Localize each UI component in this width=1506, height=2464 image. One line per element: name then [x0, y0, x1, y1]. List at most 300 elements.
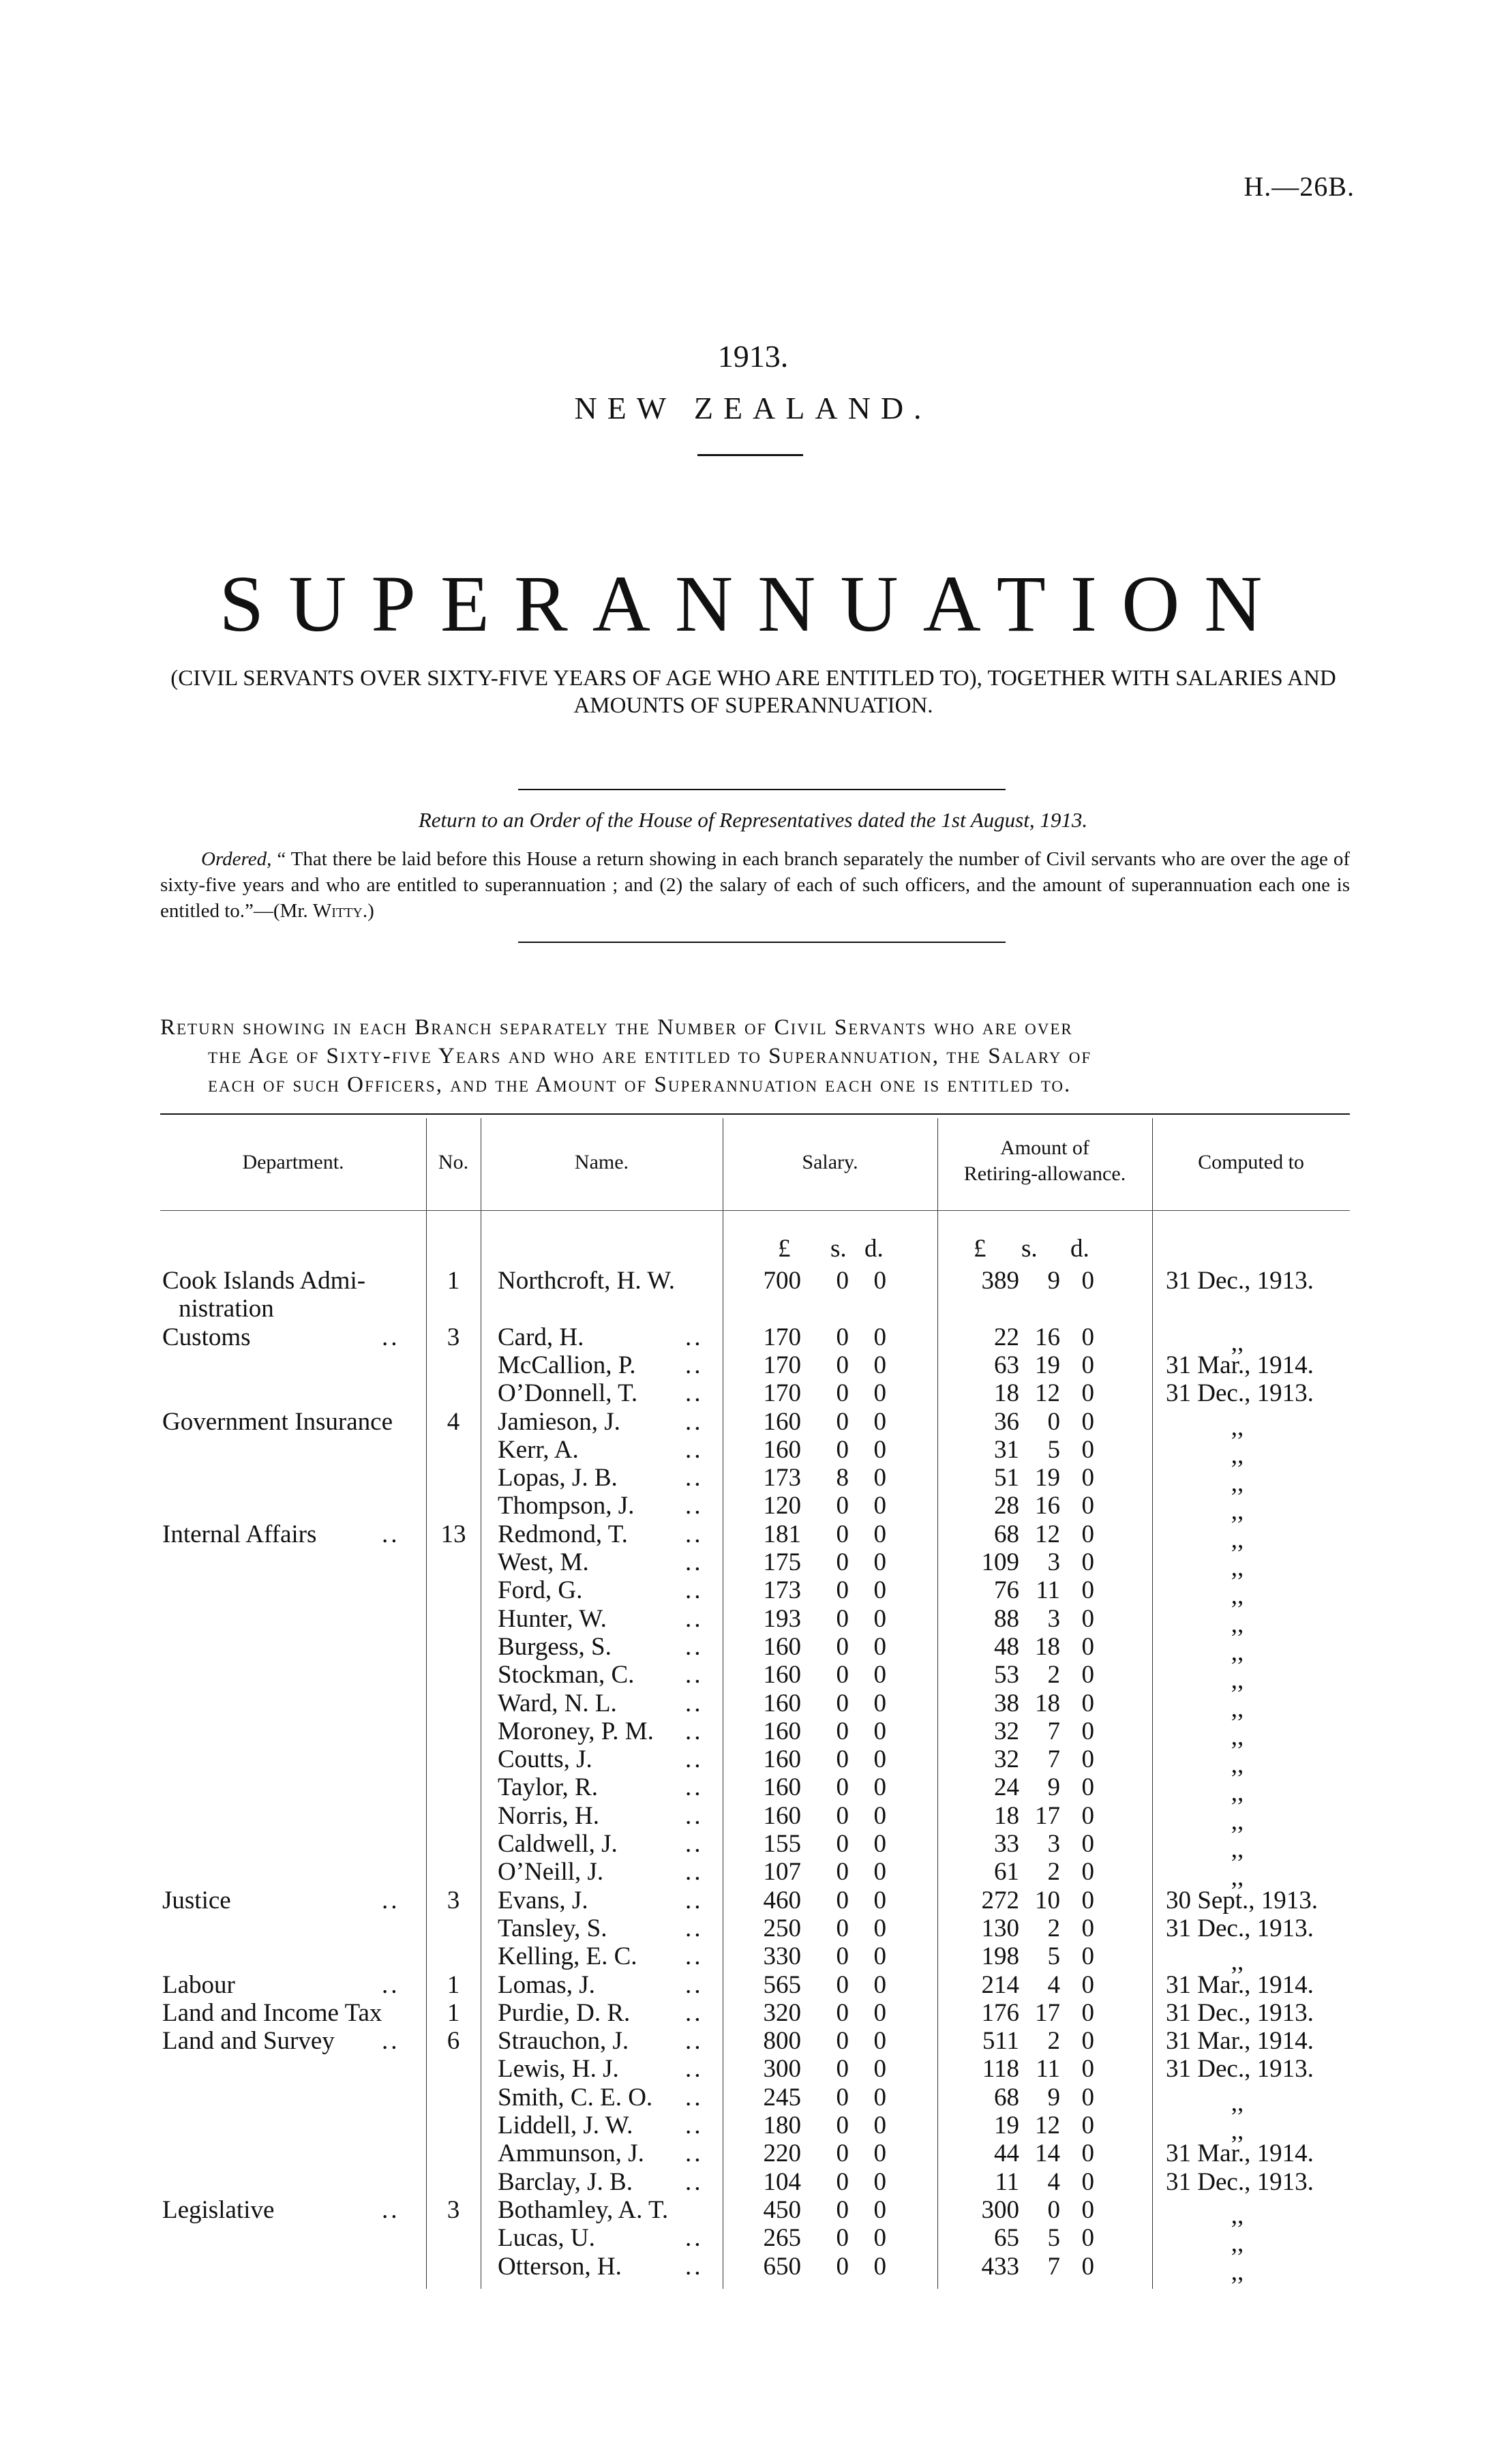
allowance-shillings: 3	[1047, 1830, 1060, 1858]
department-label: Justice	[162, 1886, 231, 1914]
department-count: 3	[447, 2195, 460, 2224]
officer-name: Bothamley, A. T.	[498, 2195, 669, 2224]
salary-pounds: 160	[763, 1435, 801, 1464]
salary-shillings: 0	[836, 1717, 849, 1745]
allowance-shillings: 5	[1047, 1435, 1060, 1464]
allowance-pounds: 38	[994, 1689, 1019, 1717]
header-allowance	[937, 1135, 1152, 1187]
computed-date: ,,	[1231, 1722, 1244, 1751]
salary-shillings: 0	[836, 2112, 849, 2139]
officer-name: Kelling, E. C.	[498, 1942, 637, 1971]
salary-pence: 0	[873, 2224, 886, 2253]
officer-name: Hunter, W.	[498, 1604, 607, 1633]
leader-dots: ..	[685, 1492, 704, 1520]
order-heading: Return to an Order of the House of Representatives dated the 1st August, 1913.	[418, 808, 1088, 832]
leader-dots: ..	[685, 2224, 704, 2253]
salary-pence: 0	[873, 1267, 886, 1295]
leader-dots: ..	[685, 1998, 704, 2027]
salary-pence: 0	[873, 1520, 886, 1548]
return-heading-line3: each of such Officers, and the Amount of Superannuation each one is entitled to.	[208, 1072, 1072, 1097]
computed-date: ,,	[1231, 1807, 1244, 1835]
allowance-shillings: 18	[1035, 1689, 1060, 1717]
salary-shillings: 0	[836, 2195, 849, 2224]
leader-dots: ..	[382, 1520, 400, 1548]
allowance-shillings: 10	[1035, 1886, 1060, 1914]
allowance-pounds: 176	[981, 1998, 1019, 2027]
department-label: Land and Survey	[162, 2027, 335, 2056]
salary-pounds: 107	[763, 1858, 801, 1887]
allowance-pence: 0	[1081, 1830, 1094, 1858]
allowance-pence: 0	[1081, 1998, 1094, 2027]
header-rule	[160, 1210, 1350, 1211]
officer-name: Lopas, J. B.	[498, 1464, 618, 1492]
allowance-pence: 0	[1081, 1379, 1094, 1408]
return-heading-line1: Return showing in each Branch separately the Number of Civil Servants who are over	[160, 1015, 1073, 1040]
salary-pence: 0	[873, 1351, 886, 1379]
salary-shillings: 0	[836, 1830, 849, 1858]
allowance-pounds: 28	[994, 1492, 1019, 1520]
allowance-pounds: 31	[994, 1435, 1019, 1464]
salary-pounds: 330	[763, 1942, 801, 1971]
salary-pounds: 170	[763, 1323, 801, 1351]
allowance-pounds: 76	[994, 1576, 1019, 1605]
allowance-shillings: 9	[1047, 2083, 1060, 2112]
allowance-pence: 0	[1081, 1970, 1094, 1999]
salary-pence: 0	[873, 2195, 886, 2224]
allowance-pence-unit: d.	[1070, 1235, 1089, 1263]
salary-pounds: 220	[763, 2139, 801, 2168]
salary-shillings: 0	[836, 1323, 849, 1351]
allowance-pounds: 68	[994, 1520, 1019, 1548]
computed-date: 31 Dec., 1913.	[1166, 1267, 1314, 1295]
table-top-rule	[160, 1113, 1350, 1115]
salary-pound-unit: £	[778, 1235, 791, 1263]
leader-dots: ..	[685, 1632, 704, 1661]
allowance-pounds: 32	[994, 1717, 1019, 1745]
allowance-pounds: 53	[994, 1661, 1019, 1689]
department-label: Internal Affairs	[162, 1520, 317, 1548]
allowance-pence: 0	[1081, 2195, 1094, 2224]
department-label: Legislative	[162, 2195, 275, 2224]
salary-pence: 0	[873, 1745, 886, 1774]
allowance-pounds: 130	[981, 1914, 1019, 1942]
divider-top	[518, 789, 1006, 790]
department-count: 1	[447, 1998, 460, 2027]
salary-pounds: 180	[763, 2112, 801, 2139]
salary-pounds: 181	[763, 1520, 801, 1548]
leader-dots: ..	[685, 1661, 704, 1689]
allowance-pence: 0	[1081, 1717, 1094, 1745]
leader-dots: ..	[685, 2112, 704, 2139]
department-count: 6	[447, 2027, 460, 2056]
computed-date: ,,	[1231, 1638, 1244, 1666]
leader-dots: ..	[685, 1801, 704, 1830]
allowance-shillings: 11	[1036, 2055, 1060, 2084]
officer-name: Liddell, J. W.	[498, 2112, 633, 2139]
return-heading	[160, 1013, 1350, 1099]
allowance-pence: 0	[1081, 1801, 1094, 1830]
short-divider	[697, 454, 803, 456]
ordered-label: Ordered,	[201, 848, 272, 870]
computed-date: 31 Dec., 1913.	[1166, 2055, 1314, 2084]
allowance-shillings: 2	[1047, 2027, 1060, 2056]
officer-name: Smith, C. E. O.	[498, 2083, 653, 2112]
salary-pence: 0	[873, 1773, 886, 1802]
order-body: “ That there be laid before this House a return showing in each branch separately the number of Civil servants who are over the age of sixty-five years and who are entitled to superannuation ; and (2) the salary of each of such officers, and the amount of superannuation each one is entitled to.”—(Mr.	[160, 848, 1351, 922]
allowance-pounds: 118	[982, 2055, 1019, 2084]
department-count: 13	[440, 1520, 466, 1548]
salary-pence: 0	[873, 1914, 886, 1942]
allowance-shillings: 18	[1035, 1632, 1060, 1661]
salary-shillings: 0	[836, 1576, 849, 1605]
leader-dots: ..	[685, 1379, 704, 1408]
salary-pence: 0	[873, 1661, 886, 1689]
order-text	[160, 846, 1350, 924]
computed-date: 31 Mar., 1914.	[1166, 2139, 1314, 2168]
allowance-shillings: 7	[1047, 1745, 1060, 1774]
salary-pence: 0	[873, 1379, 886, 1408]
leader-dots: ..	[685, 1351, 704, 1379]
department-count: 3	[447, 1886, 460, 1914]
computed-date: ,,	[1231, 1694, 1244, 1723]
country-heading: NEW ZEALAND.	[574, 391, 932, 425]
salary-pence: 0	[873, 1970, 886, 1999]
allowance-shillings: 19	[1035, 1351, 1060, 1379]
document-reference: H.—26B.	[1244, 171, 1355, 202]
allowance-pound-unit: £	[974, 1235, 987, 1263]
computed-date: ,,	[1231, 2201, 1244, 2229]
allowance-pence: 0	[1081, 1632, 1094, 1661]
salary-pounds: 170	[763, 1351, 801, 1379]
salary-shillings: 0	[836, 1351, 849, 1379]
allowance-pence: 0	[1081, 2252, 1094, 2281]
department-label: nistration	[179, 1295, 274, 1323]
allowance-pounds: 272	[981, 1886, 1019, 1914]
salary-shillings: 0	[836, 1886, 849, 1914]
officer-name: Lewis, H. J.	[498, 2055, 619, 2084]
salary-pounds: 160	[763, 1407, 801, 1436]
salary-shillings: 0	[836, 1492, 849, 1520]
salary-pounds: 175	[763, 1548, 801, 1576]
allowance-shillings: 11	[1036, 1576, 1060, 1605]
allowance-shillings: 5	[1047, 2224, 1060, 2253]
officer-name: O’Neill, J.	[498, 1858, 604, 1887]
col-divider	[937, 1118, 938, 2289]
header-computed: Computed to	[1198, 1151, 1304, 1173]
computed-date: ,,	[1231, 1610, 1244, 1638]
computed-date: ,,	[1231, 1835, 1244, 1863]
salary-pounds: 160	[763, 1745, 801, 1774]
officer-name: Barclay, J. B.	[498, 2167, 633, 2196]
leader-dots: ..	[685, 2055, 704, 2084]
leader-dots: ..	[382, 1323, 400, 1351]
header-no: No.	[438, 1151, 469, 1173]
return-heading-line2: the Age of Sixty-five Years and who are entitled to Superannuation, the Salary of	[208, 1044, 1092, 1068]
leader-dots: ..	[685, 2083, 704, 2112]
allowance-pounds: 109	[981, 1548, 1019, 1576]
officer-name: Evans, J.	[498, 1886, 588, 1914]
department-count: 4	[447, 1407, 460, 1436]
allowance-shillings: 12	[1035, 1520, 1060, 1548]
salary-shillings: 0	[836, 1998, 849, 2027]
computed-date: ,,	[1231, 1328, 1244, 1357]
salary-shillings: 0	[836, 1435, 849, 1464]
allowance-pence: 0	[1081, 1323, 1094, 1351]
allowance-pence: 0	[1081, 2055, 1094, 2084]
salary-pence: 0	[873, 1830, 886, 1858]
header-department: Department.	[242, 1151, 344, 1173]
salary-pounds: 104	[763, 2167, 801, 2196]
computed-date: 31 Mar., 1914.	[1166, 1351, 1314, 1379]
leader-dots: ..	[382, 2027, 400, 2056]
allowance-shilling-unit: s.	[1021, 1235, 1038, 1263]
allowance-shillings: 7	[1047, 1717, 1060, 1745]
allowance-pounds: 11	[995, 2167, 1019, 2196]
allowance-shillings: 0	[1047, 1407, 1060, 1436]
salary-pounds: 193	[763, 1604, 801, 1633]
main-title: SUPERANNUATION	[219, 559, 1287, 648]
salary-shillings: 0	[836, 1661, 849, 1689]
officer-name: Purdie, D. R.	[498, 1998, 631, 2027]
allowance-shillings: 2	[1047, 1661, 1060, 1689]
header-allowance-line1: Amount of	[1000, 1137, 1089, 1159]
computed-date: ,,	[1231, 2088, 1244, 2117]
officer-name: Thompson, J.	[498, 1492, 635, 1520]
allowance-shillings: 2	[1047, 1914, 1060, 1942]
leader-dots: ..	[685, 1773, 704, 1802]
leader-dots: ..	[685, 1745, 704, 1774]
leader-dots: ..	[382, 1970, 400, 1999]
salary-shillings: 0	[836, 2224, 849, 2253]
computed-date: ,,	[1231, 1751, 1244, 1779]
allowance-pence: 0	[1081, 1407, 1094, 1436]
leader-dots: ..	[685, 1717, 704, 1745]
computed-date: ,,	[1231, 1666, 1244, 1695]
salary-pence: 0	[873, 1689, 886, 1717]
computed-date: 31 Dec., 1913.	[1166, 1379, 1314, 1408]
allowance-pence: 0	[1081, 2139, 1094, 2168]
leader-dots: ..	[685, 2139, 704, 2168]
officer-name: Coutts, J.	[498, 1745, 592, 1774]
salary-pence: 0	[873, 2252, 886, 2281]
salary-pence: 0	[873, 2027, 886, 2056]
officer-name: O’Donnell, T.	[498, 1379, 638, 1408]
salary-shillings: 0	[836, 1604, 849, 1633]
leader-dots: ..	[382, 2195, 400, 2224]
allowance-pounds: 48	[994, 1632, 1019, 1661]
computed-date: ,,	[1231, 1469, 1244, 1498]
salary-pounds: 170	[763, 1379, 801, 1408]
allowance-pounds: 300	[981, 2195, 1019, 2224]
salary-pence: 0	[873, 1801, 886, 1830]
salary-pounds: 450	[763, 2195, 801, 2224]
salary-pence: 0	[873, 2167, 886, 2196]
officer-name: McCallion, P.	[498, 1351, 636, 1379]
officer-name: Jamieson, J.	[498, 1407, 620, 1436]
allowance-pence: 0	[1081, 1661, 1094, 1689]
allowance-pence: 0	[1081, 1464, 1094, 1492]
computed-date: ,,	[1231, 1863, 1244, 1892]
divider-bottom	[518, 942, 1006, 943]
computed-date: ,,	[1231, 1582, 1244, 1610]
allowance-pounds: 19	[994, 2112, 1019, 2139]
officer-name: Taylor, R.	[498, 1773, 598, 1802]
allowance-shillings: 3	[1047, 1548, 1060, 1576]
allowance-shillings: 3	[1047, 1604, 1060, 1633]
salary-pounds: 460	[763, 1886, 801, 1914]
computed-date: 31 Dec., 1913.	[1166, 1998, 1314, 2027]
salary-pence: 0	[873, 1858, 886, 1887]
allowance-pounds: 214	[981, 1970, 1019, 1999]
allowance-pence: 0	[1081, 1492, 1094, 1520]
allowance-pence: 0	[1081, 1942, 1094, 1971]
salary-pence: 0	[873, 1492, 886, 1520]
allowance-shillings: 19	[1035, 1464, 1060, 1492]
allowance-shillings: 9	[1047, 1267, 1060, 1295]
allowance-pence: 0	[1081, 1576, 1094, 1605]
col-divider	[1152, 1118, 1153, 2289]
salary-shillings: 0	[836, 1773, 849, 1802]
salary-shillings: 0	[836, 2055, 849, 2084]
salary-pounds: 120	[763, 1492, 801, 1520]
salary-shillings: 0	[836, 2252, 849, 2281]
order-closing: )	[367, 900, 374, 922]
salary-pence: 0	[873, 2112, 886, 2139]
leader-dots: ..	[685, 1323, 704, 1351]
officer-name: Moroney, P. M.	[498, 1717, 654, 1745]
salary-pence: 0	[873, 1435, 886, 1464]
allowance-pounds: 88	[994, 1604, 1019, 1633]
officer-name: Ford, G.	[498, 1576, 583, 1605]
salary-pence: 0	[873, 1576, 886, 1605]
computed-date: 31 Mar., 1914.	[1166, 2027, 1314, 2056]
leader-dots: ..	[685, 1970, 704, 1999]
allowance-shillings: 9	[1047, 1773, 1060, 1802]
allowance-pence: 0	[1081, 2027, 1094, 2056]
officer-name: Burgess, S.	[498, 1632, 612, 1661]
computed-date: 31 Dec., 1913.	[1166, 1914, 1314, 1942]
document-year: 1913.	[717, 339, 789, 374]
salary-pounds: 160	[763, 1717, 801, 1745]
salary-pence: 0	[873, 1548, 886, 1576]
computed-date: ,,	[1231, 2117, 1244, 2145]
leader-dots: ..	[685, 1830, 704, 1858]
salary-pounds: 700	[763, 1267, 801, 1295]
officer-name: Lucas, U.	[498, 2224, 595, 2253]
allowance-shillings: 14	[1035, 2139, 1060, 2168]
allowance-pounds: 65	[994, 2224, 1019, 2253]
allowance-pounds: 68	[994, 2083, 1019, 2112]
allowance-pence: 0	[1081, 1351, 1094, 1379]
allowance-pence: 0	[1081, 1858, 1094, 1887]
allowance-pounds: 32	[994, 1745, 1019, 1774]
salary-pence: 0	[873, 1464, 886, 1492]
leader-dots: ..	[685, 1914, 704, 1942]
allowance-shillings: 16	[1035, 1323, 1060, 1351]
salary-pounds: 300	[763, 2055, 801, 2084]
allowance-shillings: 4	[1047, 2167, 1060, 2196]
officer-name: Ammunson, J.	[498, 2139, 644, 2168]
allowance-shillings: 12	[1035, 1379, 1060, 1408]
allowance-shillings: 4	[1047, 1970, 1060, 1999]
computed-date: ,,	[1231, 1779, 1244, 1807]
leader-dots: ..	[685, 1942, 704, 1971]
allowance-pounds: 389	[981, 1267, 1019, 1295]
allowance-pounds: 22	[994, 1323, 1019, 1351]
salary-pounds: 245	[763, 2083, 801, 2112]
department-label: Customs	[162, 1323, 251, 1351]
allowance-pounds: 18	[994, 1379, 1019, 1408]
salary-pounds: 173	[763, 1464, 801, 1492]
allowance-pence: 0	[1081, 1773, 1094, 1802]
leader-dots: ..	[685, 1576, 704, 1605]
salary-pence: 0	[873, 2083, 886, 2112]
department-label: Cook Islands Admi-	[162, 1267, 366, 1295]
officer-name: Kerr, A.	[498, 1435, 579, 1464]
salary-shillings: 0	[836, 1942, 849, 1971]
salary-shillings: 0	[836, 1407, 849, 1436]
salary-shillings: 0	[836, 1745, 849, 1774]
officer-name: Card, H.	[498, 1323, 584, 1351]
allowance-shillings: 17	[1035, 1998, 1060, 2027]
salary-pounds: 155	[763, 1830, 801, 1858]
leader-dots: ..	[685, 1858, 704, 1887]
allowance-pence: 0	[1081, 1604, 1094, 1633]
salary-pence: 0	[873, 1998, 886, 2027]
officer-name: Strauchon, J.	[498, 2027, 629, 2056]
allowance-pence: 0	[1081, 2167, 1094, 2196]
allowance-shillings: 7	[1047, 2252, 1060, 2281]
allowance-pence: 0	[1081, 1914, 1094, 1942]
computed-date: 31 Mar., 1914.	[1166, 1970, 1314, 1999]
leader-dots: ..	[685, 1435, 704, 1464]
leader-dots: ..	[685, 2167, 704, 2196]
salary-pence: 0	[873, 1886, 886, 1914]
salary-shillings: 0	[836, 1914, 849, 1942]
officer-name: Stockman, C.	[498, 1661, 635, 1689]
allowance-pounds: 61	[994, 1858, 1019, 1887]
computed-date: ,,	[1231, 1441, 1244, 1469]
leader-dots: ..	[685, 1689, 704, 1717]
allowance-pounds: 44	[994, 2139, 1019, 2168]
salary-pence: 0	[873, 1942, 886, 1971]
officer-name: West, M.	[498, 1548, 589, 1576]
leader-dots: ..	[685, 1604, 704, 1633]
salary-pounds: 565	[763, 1970, 801, 1999]
allowance-pence: 0	[1081, 1886, 1094, 1914]
allowance-pence: 0	[1081, 1689, 1094, 1717]
allowance-pence: 0	[1081, 2112, 1094, 2139]
officer-name: Lomas, J.	[498, 1970, 595, 1999]
leader-dots: ..	[382, 1886, 400, 1914]
salary-pence: 0	[873, 1632, 886, 1661]
salary-shillings: 0	[836, 2167, 849, 2196]
salary-pence: 0	[873, 1407, 886, 1436]
salary-pence: 0	[873, 1604, 886, 1633]
allowance-shillings: 17	[1035, 1801, 1060, 1830]
header-salary: Salary.	[802, 1151, 858, 1173]
salary-pounds: 265	[763, 2224, 801, 2253]
computed-date: ,,	[1231, 2257, 1244, 2286]
header-allowance-line2: Retiring-allowance.	[963, 1162, 1126, 1185]
salary-shillings: 0	[836, 1801, 849, 1830]
allowance-shillings: 0	[1047, 2195, 1060, 2224]
salary-pounds: 800	[763, 2027, 801, 2056]
salary-shillings: 8	[836, 1464, 849, 1492]
salary-shillings: 0	[836, 1689, 849, 1717]
salary-pounds: 160	[763, 1801, 801, 1830]
allowance-pounds: 18	[994, 1801, 1019, 1830]
